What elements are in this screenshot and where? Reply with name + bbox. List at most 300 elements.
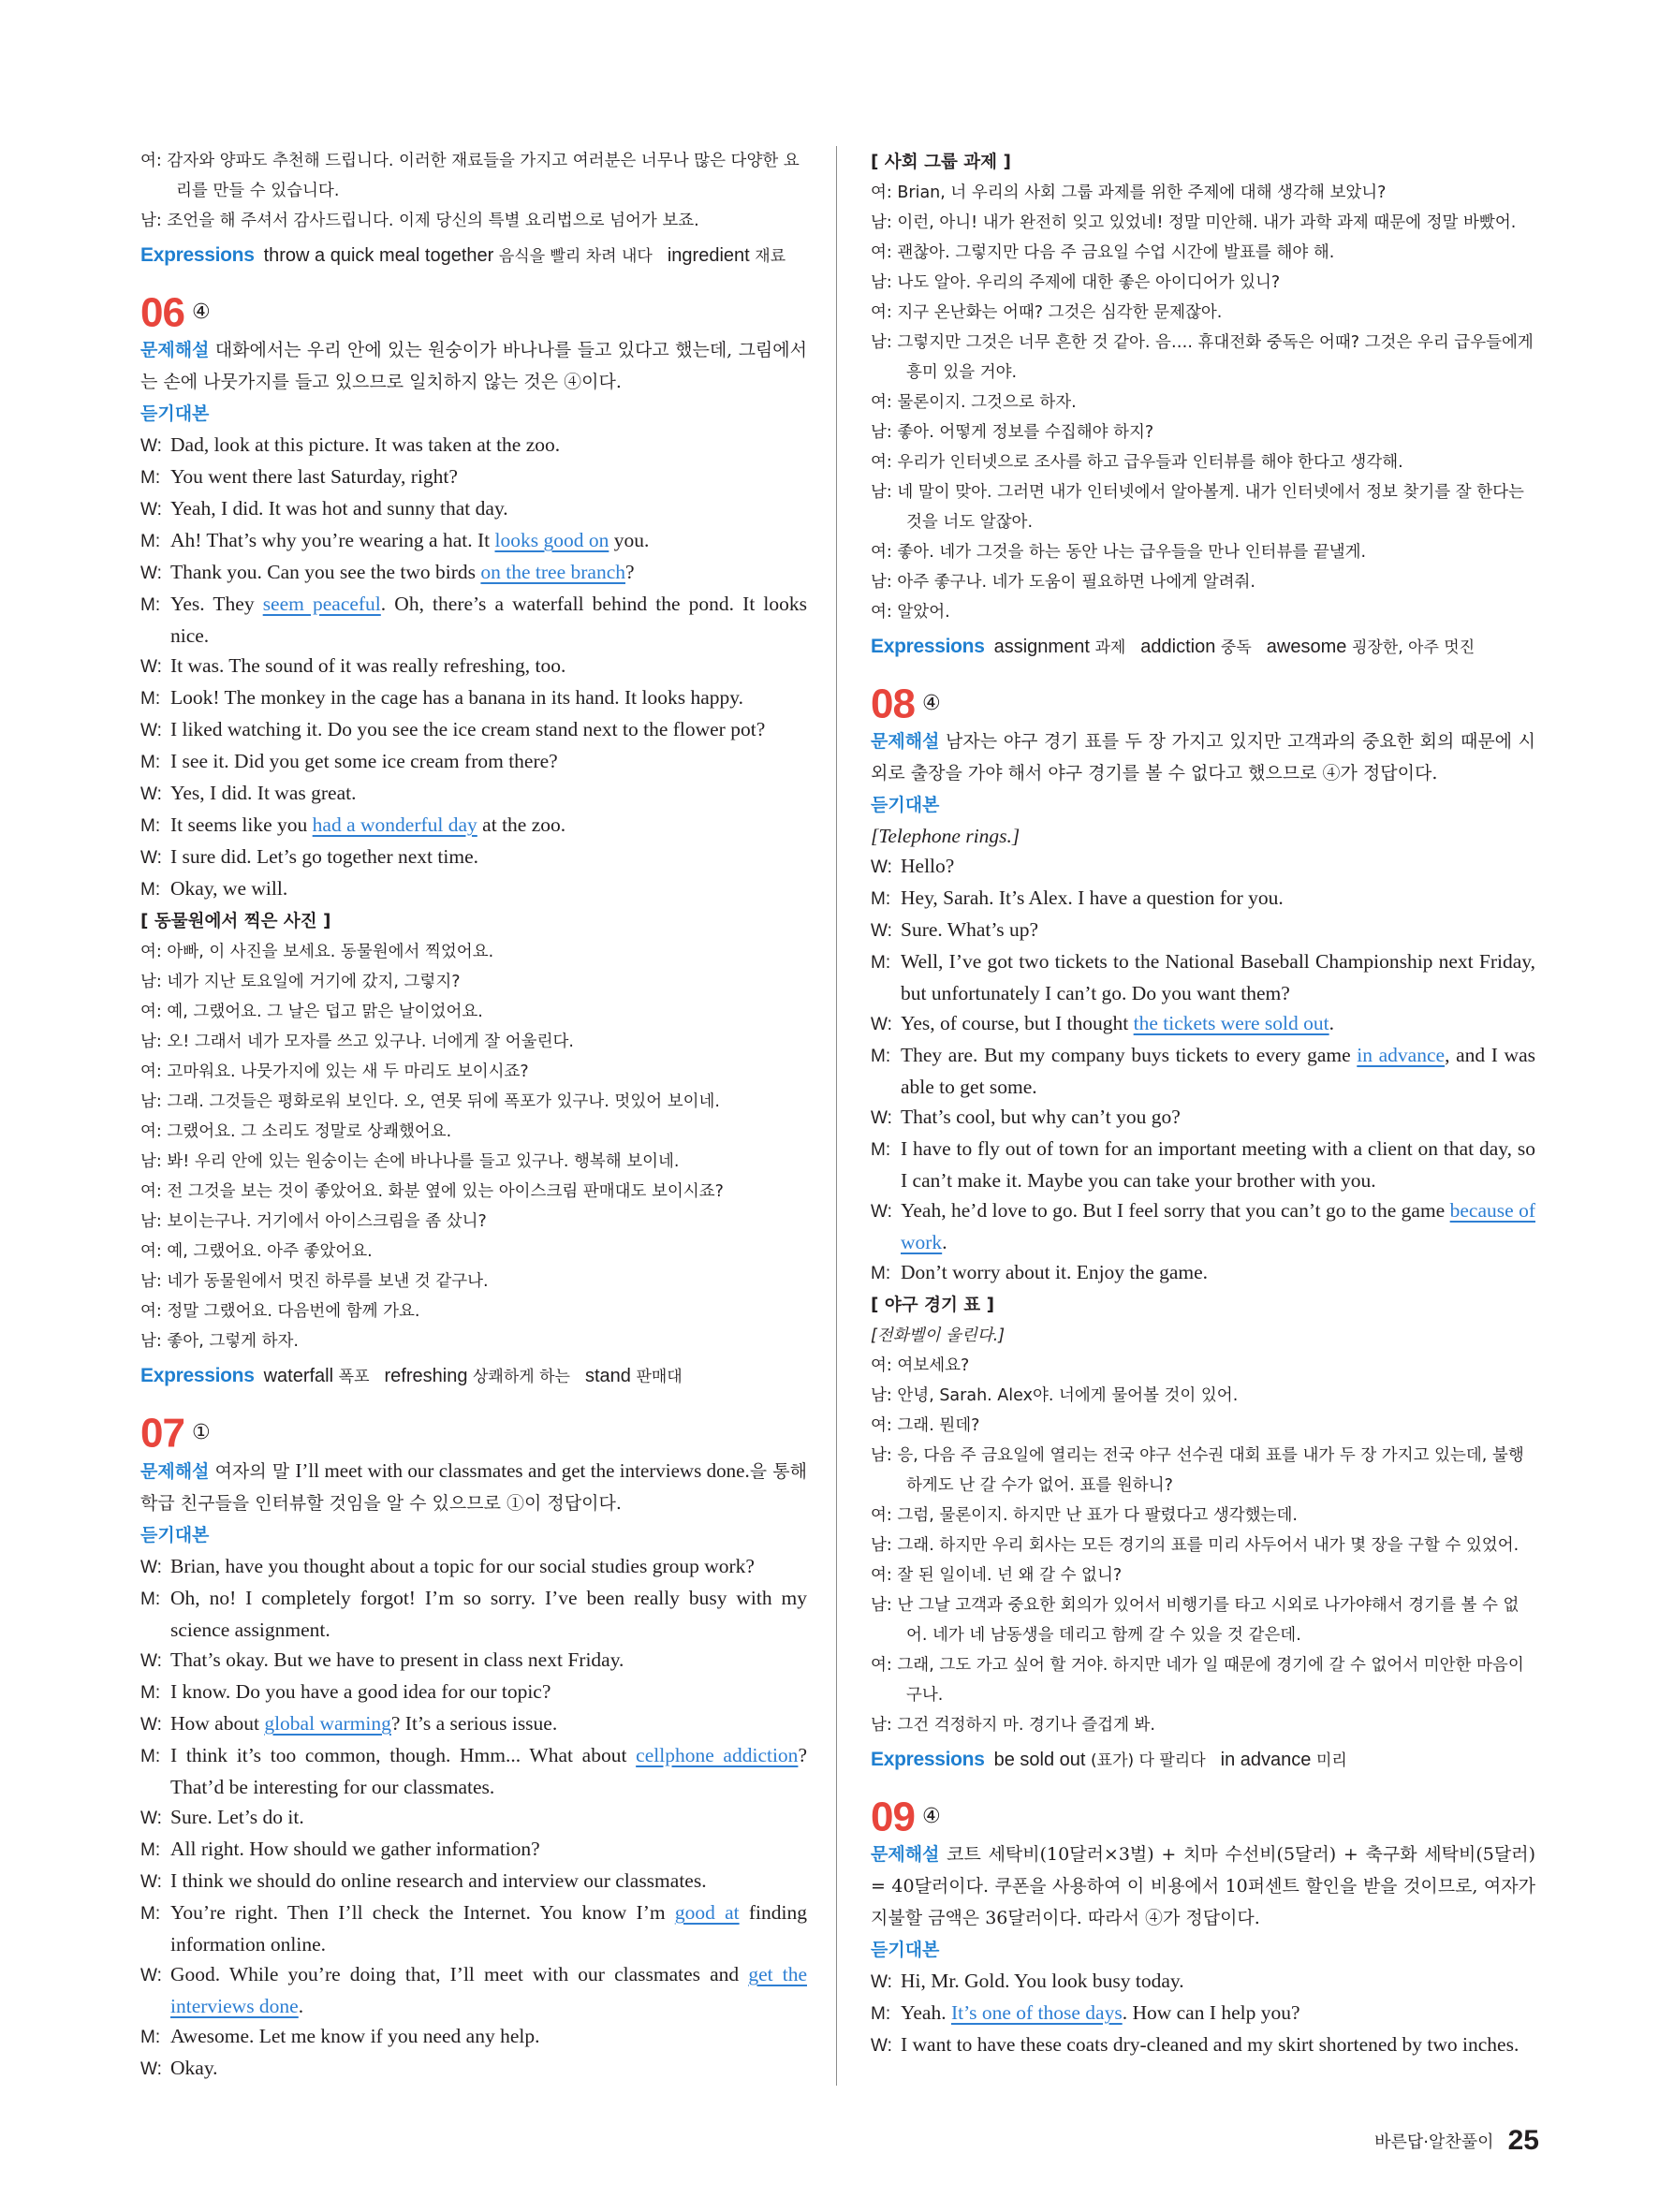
line-text-end: ? It’s a serious issue. <box>390 1712 558 1735</box>
speaker: W: <box>871 1972 892 1992</box>
speaker: M: <box>140 689 161 709</box>
kr-line <box>871 1441 1535 1501</box>
kr-speaker: 여: <box>140 943 162 961</box>
kr-text: 네가 동물원에서 멋진 하루를 보낸 것 같구나. <box>167 1272 489 1291</box>
highlight-phrase: looks good on <box>494 529 609 551</box>
line-text: It seems like you <box>170 813 313 836</box>
kr-line <box>871 1531 1535 1560</box>
script-line <box>871 883 1535 915</box>
explanation-label: 문제해설 <box>871 731 940 752</box>
expression-meaning: 음식을 빨리 차려 내다 <box>498 247 653 266</box>
kr-speaker: 남: <box>140 973 162 991</box>
question-number: 06 <box>140 289 184 336</box>
line-text-end: . Oh, there’s a waterfall behind the pond. It looks nice. <box>170 593 808 647</box>
expressions-label: Expressions <box>140 1365 255 1386</box>
kr-text: 이런, 아니! 내가 완전히 잊고 있었네! 정말 미안해. 내가 과학 과제 때문에 정말 바빴어. <box>897 213 1517 232</box>
kr-text: 예, 그랬어요. 그 날은 덥고 맑은 날이었어요. <box>167 1003 483 1021</box>
speaker: M: <box>871 1140 891 1160</box>
line-text: It was. The sound of it was really refreshing, too. <box>170 654 566 677</box>
expressions-box <box>140 240 807 272</box>
kr-text: 괜찮아. 그렇지만 다음 주 금요일 수업 시간에 발표를 해야 해. <box>897 243 1335 262</box>
kr-speaker: 남: <box>140 1272 162 1291</box>
speaker: M: <box>140 2028 161 2047</box>
script-line <box>140 1551 807 1583</box>
explanation <box>871 1838 1535 1934</box>
kr-speaker: 남: <box>871 1716 892 1735</box>
line-text: Well, I’ve got two tickets to the National Baseball Championship next Friday, but unfortunately I can’t go. Do you want them? <box>901 950 1535 1004</box>
speaker: W: <box>871 2036 892 2056</box>
line-text: That’s cool, but why can’t you go? <box>901 1106 1181 1128</box>
kr-text: 네 말이 맞아. 그러면 내가 인터넷에서 알아볼게. 내가 인터넷에서 정보 찾기를 잘 한다는 것을 너도 알잖아. <box>897 483 1524 532</box>
speaker: W: <box>871 921 892 941</box>
script-line <box>140 1740 807 1802</box>
explanation-text: 남자는 야구 경기 표를 두 장 가지고 있지만 고객과의 중요한 회의 때문에 시외로 출장을 가야 해서 야구 경기를 볼 수 없다고 했으므로 ④가 정답이다. <box>871 731 1535 784</box>
kr-text: 보이는구나. 거기에서 아이스크림을 좀 샀니? <box>167 1212 487 1231</box>
script-line <box>140 873 807 905</box>
highlight-phrase: on the tree branch <box>480 561 626 583</box>
kr-speaker: 남: <box>140 1332 162 1351</box>
kr-speaker: 남: <box>140 1092 162 1111</box>
line-text: That’s okay. But we have to present in class next Friday. <box>170 1648 624 1671</box>
kr-line <box>871 1351 1535 1381</box>
kr-line <box>871 238 1535 268</box>
kr-text: 그렇지만 그것은 너무 흔한 것 같아. 음…. 휴대전화 중독은 어때? 그것은 우리 급우들에게 흥미 있을 거야. <box>897 333 1534 382</box>
kr-speaker: 여: <box>871 543 892 562</box>
highlight-phrase: good at <box>674 1901 740 1924</box>
kr-speaker: 여: <box>140 152 162 170</box>
kr-text: 고마워요. 나뭇가지에 있는 새 두 마리도 보이시죠? <box>167 1062 529 1081</box>
speaker: M: <box>140 468 161 488</box>
line-text: I know. Do you have a good idea for our topic? <box>170 1680 551 1703</box>
explanation <box>140 1455 807 1519</box>
kr-speaker: 남: <box>871 213 892 232</box>
expression-meaning: 미리 <box>1315 1751 1347 1770</box>
kr-line <box>140 1296 807 1326</box>
expression-word: assignment <box>993 637 1090 657</box>
kr-speaker: 여: <box>871 453 892 472</box>
speaker: M: <box>871 953 891 973</box>
kr-text: 좋아. 네가 그것을 하는 동안 나는 급우들을 만나 인터뷰를 끝낼게. <box>897 543 1367 562</box>
explanation <box>140 334 807 398</box>
highlight-phrase: had a wonderful day <box>312 813 477 836</box>
kr-text: 지구 온난화는 어때? 그것은 심각한 문제잖아. <box>897 303 1223 322</box>
page-number: 25 <box>1507 2125 1539 2156</box>
kr-speaker: 남: <box>871 573 892 592</box>
line-text: Oh, no! I completely forgot! I’m so sorry. I’ve been really busy with my science assignment. <box>170 1587 807 1641</box>
speaker: W: <box>140 784 162 804</box>
kr-speaker: 여: <box>871 1506 892 1525</box>
kr-line <box>871 1501 1535 1531</box>
speaker: W: <box>140 1809 162 1828</box>
script-line <box>871 1134 1535 1195</box>
kr-speaker: 여: <box>871 183 892 202</box>
speaker: M: <box>140 1589 161 1609</box>
answer-symbol: ④ <box>921 1805 941 1829</box>
kr-line <box>140 997 807 1027</box>
highlight-phrase: in advance <box>1357 1044 1446 1066</box>
line-text: Yeah. <box>901 2001 951 2024</box>
kr-speaker: 남: <box>871 1536 892 1555</box>
line-text-end: . <box>298 1995 304 2017</box>
kr-text: 그건 걱정하지 마. 경기나 즐겁게 봐. <box>897 1716 1155 1735</box>
line-text-end: , and I was able to get some. <box>901 1044 1535 1098</box>
speaker: M: <box>140 1747 161 1766</box>
speaker: M: <box>871 889 891 909</box>
script-line <box>140 746 807 778</box>
kr-text: 아주 좋구나. 네가 도움이 필요하면 나에게 알려줘. <box>897 573 1255 592</box>
script-line <box>871 1998 1535 2029</box>
kr-line <box>871 417 1535 447</box>
kr-text: 나도 알아. 우리의 주제에 대한 좋은 아이디어가 있니? <box>897 273 1281 292</box>
explanation-label: 문제해설 <box>871 1844 940 1865</box>
script-label: 듣기대본 <box>140 403 210 424</box>
kr-line <box>140 1087 807 1117</box>
line-text: Yes, I did. It was great. <box>170 782 357 804</box>
kr-line <box>871 537 1535 567</box>
line-text: They are. But my company buys tickets to every game <box>901 1044 1358 1066</box>
script-line <box>871 2029 1535 2061</box>
kr-speaker: 여: <box>871 303 892 322</box>
line-text: Thank you. Can you see the two birds <box>170 561 481 583</box>
speaker: W: <box>140 1558 162 1577</box>
script-line <box>140 589 807 651</box>
script-label: 듣기대본 <box>871 795 940 815</box>
line-text-end: ? That’d be interesting for our classmates. <box>170 1744 807 1798</box>
highlight-phrase: because of work <box>901 1199 1535 1253</box>
script-line <box>871 915 1535 946</box>
expressions-box <box>140 1360 807 1393</box>
script-line <box>140 493 807 525</box>
translation-title: [ 사회 그룹 과제 ] <box>871 153 1011 172</box>
kr-line <box>871 1590 1535 1650</box>
expression-meaning: 상쾌하게 하는 <box>473 1368 570 1386</box>
line-text-end: you. <box>609 529 650 551</box>
script-line <box>140 810 807 842</box>
kr-text: 예, 그랬어요. 아주 좋았어요. <box>167 1242 373 1261</box>
expression-meaning: 중독 <box>1220 638 1252 657</box>
speaker: M: <box>140 753 161 772</box>
speaker: W: <box>140 564 162 583</box>
expression-meaning: 판매대 <box>636 1368 683 1386</box>
translation-title: [ 야구 경기 표 ] <box>871 1296 995 1315</box>
script-line <box>140 2053 807 2085</box>
speaker: M: <box>140 1840 161 1860</box>
kr-line <box>140 206 807 236</box>
kr-stage-direction: [전화벨이 울린다.] <box>871 1326 1006 1345</box>
kr-line <box>871 1710 1535 1740</box>
highlight-phrase: It’s one of those days <box>950 2001 1123 2024</box>
speaker: M: <box>140 595 161 615</box>
speaker: W: <box>871 1108 892 1128</box>
kr-speaker: 여: <box>871 603 892 622</box>
kr-speaker: 남: <box>140 212 162 230</box>
kr-speaker: 여: <box>871 393 892 412</box>
line-text: Awesome. Let me know if you need any help. <box>170 2025 540 2047</box>
kr-speaker: 남: <box>871 483 892 502</box>
script-line <box>140 651 807 682</box>
kr-speaker: 여: <box>871 1416 892 1435</box>
kr-line <box>140 1326 807 1356</box>
script-line <box>140 1866 807 1897</box>
kr-text: 오! 그래서 네가 모자를 쓰고 있구나. 너에게 잘 어울린다. <box>167 1033 574 1051</box>
kr-text: 네가 지난 토요일에 거기에 갔지, 그렇지? <box>167 973 461 991</box>
kr-line <box>871 178 1535 208</box>
kr-line <box>140 1027 807 1057</box>
speaker: M: <box>140 1683 161 1703</box>
kr-line <box>871 328 1535 388</box>
kr-text: 안녕, Sarah. Alex야. 너에게 물어볼 것이 있어. <box>897 1386 1239 1405</box>
line-text: Okay. <box>170 2057 218 2079</box>
kr-text: Brian, 너 우리의 사회 그룹 과제를 위한 주제에 대해 생각해 보았니? <box>897 183 1387 202</box>
speaker: W: <box>140 1715 162 1735</box>
line-text: You went there last Saturday, right? <box>170 465 458 488</box>
expression-word: waterfall <box>263 1366 334 1386</box>
script-line <box>140 714 807 746</box>
kr-line <box>871 1650 1535 1710</box>
expressions-box <box>871 1744 1535 1777</box>
kr-speaker: 남: <box>871 273 892 292</box>
expression-word: stand <box>584 1366 631 1386</box>
script-line <box>140 682 807 714</box>
kr-speaker: 여: <box>140 1182 162 1201</box>
kr-text: 좋아. 어떻게 정보를 수집해야 하지? <box>897 423 1154 442</box>
footer-book-title: 바른답·알찬풀이 <box>1374 2132 1494 2152</box>
expressions-label: Expressions <box>871 1749 985 1770</box>
expression-meaning: (표가) 다 팔리다 <box>1091 1751 1206 1770</box>
script-line <box>140 1834 807 1866</box>
left-column <box>140 146 807 2085</box>
answer-symbol: ① <box>191 1421 211 1445</box>
script-line <box>140 1677 807 1708</box>
kr-speaker: 여: <box>140 1122 162 1141</box>
script-line <box>140 1802 807 1834</box>
script-line <box>140 461 807 493</box>
line-text: I sure did. Let’s go together next time. <box>170 845 478 868</box>
question-header <box>140 1412 807 1455</box>
kr-text: 아빠, 이 사진을 보세요. 동물원에서 찍었어요. <box>167 943 494 961</box>
speaker: W: <box>871 1202 892 1222</box>
speaker: M: <box>140 1904 161 1924</box>
kr-line <box>871 298 1535 328</box>
line-text: Yes, of course, but I thought <box>901 1012 1134 1034</box>
speaker: W: <box>140 721 162 740</box>
line-text: I think we should do online research and interview our classmates. <box>170 1869 707 1892</box>
explanation-text: 대화에서는 우리 안에 있는 원숭이가 바나나를 들고 있다고 했는데, 그림에서는 손에 나뭇가지를 들고 있으므로 일치하지 않는 것은 ④이다. <box>140 340 807 392</box>
line-text: I liked watching it. Do you see the ice cream stand next to the flower pot? <box>170 718 766 740</box>
expressions-label: Expressions <box>140 244 255 266</box>
line-text: Yeah, he’d love to go. But I feel sorry that you can’t go to the game <box>901 1199 1450 1222</box>
line-text: Sure. Let’s do it. <box>170 1806 304 1828</box>
stage-direction: [Telephone rings.] <box>871 825 1020 847</box>
expression-meaning: 재료 <box>755 247 786 266</box>
kr-speaker: 남: <box>871 1386 892 1405</box>
script-line <box>871 1257 1535 1289</box>
speaker: W: <box>871 857 892 877</box>
line-text: Yeah, I did. It was hot and sunny that day. <box>170 497 508 520</box>
script-line <box>871 946 1535 1008</box>
expression-word: awesome <box>1266 637 1347 657</box>
kr-line <box>871 597 1535 627</box>
speaker: W: <box>140 2059 162 2079</box>
question-number: 09 <box>871 1794 915 1840</box>
script-line <box>140 1708 807 1740</box>
line-text: How about <box>170 1712 265 1735</box>
kr-line <box>140 1267 807 1296</box>
question-number: 08 <box>871 681 915 727</box>
kr-text: 전 그것을 보는 것이 좋았어요. 화분 옆에 있는 아이스크림 판매대도 보이시죠? <box>167 1182 724 1201</box>
script-line <box>140 525 807 557</box>
kr-speaker: 여: <box>871 243 892 262</box>
kr-line <box>871 1381 1535 1411</box>
kr-text: 물론이지. 그것으로 하자. <box>897 393 1077 412</box>
kr-line <box>871 208 1535 238</box>
line-text: Hey, Sarah. It’s Alex. I have a question for you. <box>901 886 1284 909</box>
script-line <box>871 1102 1535 1134</box>
kr-text: 그래. 하지만 우리 회사는 모든 경기의 표를 미리 사두어서 내가 몇 장을 구할 수 있었어. <box>897 1536 1520 1555</box>
kr-speaker: 여: <box>140 1062 162 1081</box>
line-text: Hello? <box>901 855 955 877</box>
kr-line <box>871 477 1535 537</box>
kr-line <box>871 447 1535 477</box>
speaker: W: <box>140 1651 162 1671</box>
kr-speaker: 여: <box>871 1656 892 1675</box>
line-text: Hi, Mr. Gold. You look busy today. <box>901 1970 1184 1992</box>
kr-line <box>140 1237 807 1267</box>
kr-text: 그래. 뭔데? <box>897 1416 980 1435</box>
question-header <box>871 1795 1535 1838</box>
line-text: Sure. What’s up? <box>901 918 1039 941</box>
expression-meaning: 폭포 <box>338 1368 370 1386</box>
expression-word: be sold out <box>993 1750 1086 1770</box>
kr-line <box>871 567 1535 597</box>
kr-speaker: 여: <box>140 1242 162 1261</box>
explanation-text: 코트 세탁비(10달러×3벌) + 치마 수선비(5달러) + 축구화 세탁비(5달러) = 40달러이다. 쿠폰을 사용하여 이 비용에서 10퍼센트 할인을 받을 것이므로, 여자가 지불할 금액은 36달러이다. 따라서 ④가 정답이다. <box>871 1844 1535 1928</box>
kr-text: 감자와 양파도 추천해 드립니다. 이러한 재료들을 가지고 여러분은 너무나 많은 다양한 요리를 만들 수 있습니다. <box>167 152 800 200</box>
kr-text: 난 그날 고객과 중요한 회의가 있어서 비행기를 타고 시외로 나가야해서 경기를 볼 수 없어. 네가 네 남동생을 데리고 함께 갈 수 있을 것 같은데. <box>897 1596 1520 1645</box>
explanation-text: 여자의 말 <box>214 1461 296 1482</box>
kr-speaker: 남: <box>140 1212 162 1231</box>
line-text: All right. How should we gather information? <box>170 1838 540 1860</box>
line-text: Okay, we will. <box>170 877 288 900</box>
kr-text: 그랬어요. 그 소리도 정말로 상쾌했어요. <box>167 1122 452 1141</box>
script-line <box>871 851 1535 883</box>
kr-speaker: 남: <box>871 1446 892 1465</box>
line-text: Brian, have you thought about a topic for our social studies group work? <box>170 1555 755 1577</box>
script-line <box>140 778 807 810</box>
expressions-box <box>871 631 1535 664</box>
script-label: 듣기대본 <box>871 1940 940 1960</box>
translation-title: [ 동물원에서 찍은 사진 ] <box>140 912 331 931</box>
line-text-end: finding information online. <box>170 1901 807 1956</box>
line-text: I want to have these coats dry-cleaned and my skirt shortened by two inches. <box>901 2033 1520 2056</box>
kr-line <box>871 1560 1535 1590</box>
expressions-label: Expressions <box>871 636 985 657</box>
speaker: W: <box>871 1015 892 1034</box>
kr-line <box>871 268 1535 298</box>
kr-text: 그래, 그도 가고 싶어 할 거야. 하지만 네가 일 때문에 경기에 갈 수 없어서 미안한 마음이구나. <box>897 1656 1524 1705</box>
highlight-phrase: cellphone addiction <box>636 1744 799 1766</box>
explanation-label: 문제해설 <box>140 1461 210 1482</box>
page-footer <box>1374 2125 1539 2157</box>
script-line <box>871 1040 1535 1102</box>
kr-text: 좋아, 그렇게 하자. <box>167 1332 299 1351</box>
speaker: W: <box>140 1966 162 1985</box>
line-text: Yes. They <box>170 593 263 615</box>
explanation-label: 문제해설 <box>140 340 210 360</box>
kr-line <box>140 146 807 206</box>
line-text: You’re right. Then I’ll check the Internet. You know I’m <box>170 1901 675 1924</box>
kr-speaker: 남: <box>871 1596 892 1615</box>
expression-word: addiction <box>1140 637 1216 657</box>
script-line <box>140 1959 807 2021</box>
line-text: I think it’s too common, though. Hmm... What about <box>170 1744 637 1766</box>
kr-speaker: 여: <box>871 1566 892 1585</box>
kr-text: 우리가 인터넷으로 조사를 하고 급우들과 인터뷰를 해야 한다고 생각해. <box>897 453 1403 472</box>
highlight-phrase: global warming <box>264 1712 391 1735</box>
explanation-text-end: 을 통해 학급 친구들을 인터뷰할 것임을 알 수 있으므로 ①이 정답이다. <box>140 1461 807 1514</box>
line-text-end: ? <box>625 561 635 583</box>
kr-text: 그럼, 물론이지. 하지만 난 표가 다 팔렸다고 생각했는데. <box>897 1506 1298 1525</box>
script-line <box>140 2021 807 2053</box>
script-line <box>140 1645 807 1677</box>
speaker: M: <box>871 1047 891 1066</box>
question-header <box>871 682 1535 725</box>
kr-speaker: 여: <box>140 1302 162 1321</box>
kr-line <box>140 1177 807 1207</box>
kr-line <box>140 937 807 967</box>
line-text: I see it. Did you get some ice cream from there? <box>170 750 558 772</box>
expression-word: throw a quick meal together <box>263 245 494 266</box>
kr-text: 여보세요? <box>897 1356 970 1375</box>
speaker: M: <box>871 1264 891 1283</box>
kr-text: 조언을 해 주셔서 감사드립니다. 이제 당신의 특별 요리법으로 넘어가 보죠. <box>167 212 699 230</box>
right-column <box>871 146 1535 2061</box>
expression-word: in advance <box>1220 1750 1312 1770</box>
kr-line <box>140 1147 807 1177</box>
line-text-end: . How can I help you? <box>1122 2001 1300 2024</box>
expression-word: ingredient <box>667 245 750 266</box>
expression-meaning: 과제 <box>1094 638 1126 657</box>
speaker: W: <box>140 1872 162 1892</box>
column-divider <box>836 146 837 2086</box>
explanation-quote: I’ll meet with our classmates and get the interviews done. <box>295 1459 750 1482</box>
highlight-phrase: seem peaceful <box>262 593 381 615</box>
script-line <box>140 842 807 873</box>
question-header <box>140 291 807 334</box>
question-number: 07 <box>140 1410 184 1457</box>
script-line <box>140 430 807 461</box>
kr-text: 응, 다음 주 금요일에 열리는 전국 야구 선수권 대회 표를 내가 두 장 가지고 있는데, 불행하게도 난 갈 수가 없어. 표를 원하니? <box>897 1446 1524 1495</box>
script-line <box>140 1897 807 1959</box>
kr-speaker: 남: <box>871 333 892 352</box>
kr-text: 알았어. <box>897 603 950 622</box>
speaker: W: <box>140 436 162 456</box>
line-text: I have to fly out of town for an important meeting with a client on that day, so I can’t make it. Maybe you can take your brother with you. <box>901 1137 1535 1192</box>
script-line <box>140 557 807 589</box>
kr-text: 봐! 우리 안에 있는 원숭이는 손에 바나나를 들고 있구나. 행복해 보이네. <box>167 1152 680 1171</box>
highlight-phrase: get the interviews done <box>170 1963 807 2017</box>
answer-symbol: ④ <box>191 300 211 325</box>
speaker: W: <box>140 500 162 520</box>
line-text: Look! The monkey in the cage has a banana in its hand. It looks happy. <box>170 686 743 709</box>
script-line <box>871 1008 1535 1040</box>
kr-text: 정말 그랬어요. 다음번에 함께 가요. <box>167 1302 420 1321</box>
line-text: Good. While you’re doing that, I’ll meet with our classmates and <box>170 1963 749 1985</box>
line-text-end: . <box>942 1231 947 1253</box>
line-text: Ah! That’s why you’re wearing a hat. It <box>170 529 495 551</box>
kr-line <box>140 967 807 997</box>
kr-line <box>140 1117 807 1147</box>
